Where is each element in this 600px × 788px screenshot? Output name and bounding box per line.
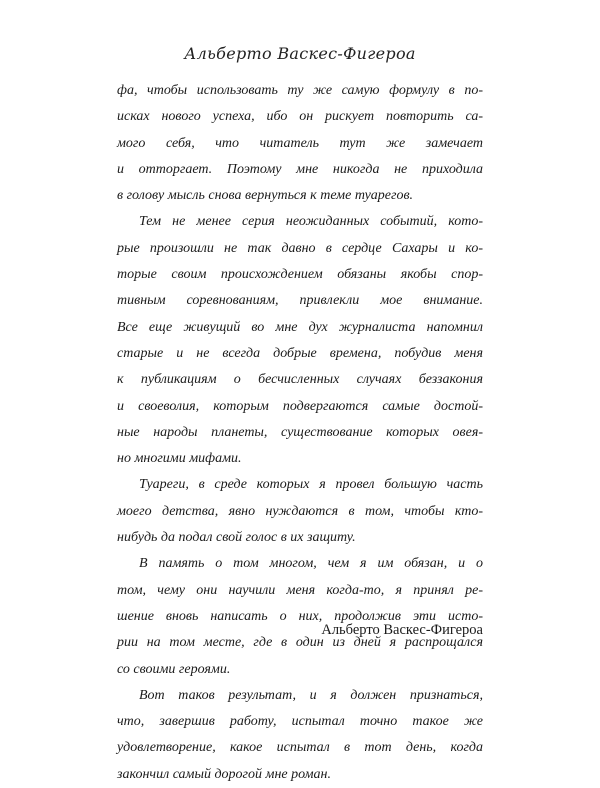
text-line: ные народы планеты, существование которых овея- xyxy=(117,424,483,440)
paragraph-1 xyxy=(117,78,483,209)
text-line: мого себя, что читатель тут же замечает xyxy=(117,135,483,151)
text-line: Туареги, в среде которых я провел большую часть xyxy=(139,477,483,493)
text-line: Вот таков результат, и я должен признаться, xyxy=(139,687,483,703)
text-line: фа, чтобы использовать ту же самую формулу в по- xyxy=(117,83,483,98)
author-signature: Альберто Васкес-Фигероа xyxy=(321,622,483,638)
text-line: со своими героями. xyxy=(117,661,231,677)
text-line: шение вновь написать о них, продолжив эти исто- xyxy=(117,608,483,624)
paragraph-2 xyxy=(117,209,483,472)
text-line: том, чему они научили меня когда-то, я принял ре- xyxy=(117,582,483,598)
text-line: тивным соревнованиям, привлекли мое внимание. xyxy=(117,293,483,309)
text-line: торые своим происхождением обязаны якобы спор- xyxy=(117,267,483,283)
text-line: рии на том месте, где в один из дней я распрощался xyxy=(117,635,483,651)
text-line: Тем не менее серия неожиданных событий, кото- xyxy=(139,214,483,230)
paragraph-4 xyxy=(117,551,483,682)
text-line: к публикациям о бесчисленных случаях беззакония xyxy=(117,372,483,388)
paragraph-3 xyxy=(117,472,483,551)
text-line: и отторгает. Поэтому мне никогда не приходила xyxy=(117,161,483,177)
text-line: в голову мысль снова вернуться к теме туарегов. xyxy=(117,188,414,204)
text-line: и своеволия, которым подвергаются самые достой- xyxy=(117,398,483,414)
text-line: исках нового успеха, ибо он рискует повторить са- xyxy=(117,109,483,125)
text-line: старые и не всегда добрые времена, побудив меня xyxy=(117,345,483,361)
text-line: удовлетворение, какое испытал в тот день, когда xyxy=(117,740,483,756)
text-line: закончил самый дорогой мне роман. xyxy=(117,766,331,782)
text-line: но многими мифами. xyxy=(117,451,242,467)
text-line: моего детства, явно нуждаются в том, чтобы кто- xyxy=(117,503,483,519)
body-text xyxy=(117,78,483,788)
text-line: что, завершив работу, испытал точно такое же xyxy=(117,714,483,730)
text-line: Все еще живущий во мне дух журналиста напомнил xyxy=(117,319,483,335)
paragraph-5 xyxy=(117,683,483,788)
text-line: рые произошли не так давно в сердце Сахары и ко- xyxy=(117,240,483,256)
running-header: Альберто Васкес-Фигероа xyxy=(184,44,416,63)
text-line: нибудь да подал свой голос в их защиту. xyxy=(117,530,356,546)
text-line: В память о том многом, чем я им обязан, и о xyxy=(139,556,483,572)
